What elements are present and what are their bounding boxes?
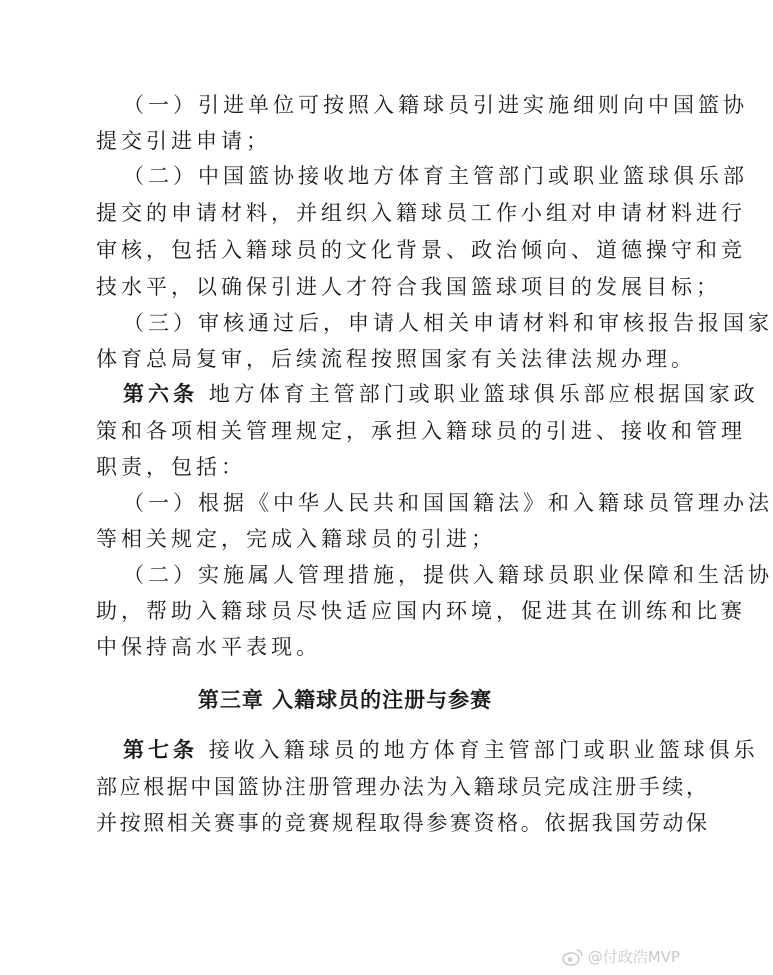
text-line: （三）审核通过后，申请人相关申请材料和审核报告报国家: [123, 311, 773, 335]
article-7-first-line: [123, 737, 759, 763]
chapter-title: 第三章 入籍球员的注册与参赛: [197, 688, 493, 712]
article-7-text: 接收入籍球员的地方体育主管部门或职业篮球俱乐: [208, 738, 759, 762]
text-line: 等相关规定，完成入籍球员的引进；: [96, 527, 496, 551]
text-line: 提交引进申请；: [96, 129, 271, 153]
text-line: 助，帮助入籍球员尽快适应国内环境，促进其在训练和比赛: [96, 599, 746, 623]
text-line: （二）实施属人管理措施，提供入籍球员职业保障和生活协: [123, 563, 773, 587]
article-6-text: 地方体育主管部门或职业篮球俱乐部应根据国家政: [208, 382, 759, 406]
text-line: 审核，包括入籍球员的文化背景、政治倾向、道德操守和竞: [96, 238, 746, 262]
article-6-label: 第六条: [123, 382, 198, 406]
article-6-first-line: [123, 381, 759, 407]
text-line: 中保持高水平表现。: [96, 635, 321, 659]
text-line: 并按照相关赛事的竞赛规程取得参赛资格。依据我国劳动保: [96, 811, 710, 835]
weibo-logo-icon: [562, 948, 584, 966]
article-7-label: 第七条: [123, 738, 198, 762]
text-line: 提交的申请材料，并组织入籍球员工作小组对申请材料进行: [96, 201, 746, 225]
watermark-text: @付政浩MVP: [587, 948, 680, 966]
text-line: 职责，包括：: [96, 455, 246, 479]
text-line: 技水平，以确保引进人才符合我国篮球项目的发展目标；: [96, 275, 721, 299]
text-line: 体育总局复审，后续流程按照国家有关法律法规办理。: [96, 347, 696, 371]
text-line: （二）中国篮协接收地方体育主管部门或职业篮球俱乐部: [123, 164, 748, 188]
text-line: 部应根据中国篮协注册管理办法为入籍球员完成注册手续，: [96, 775, 710, 799]
watermark: [562, 946, 680, 967]
text-line: （一）引进单位可按照入籍球员引进实施细则向中国篮协: [123, 93, 748, 117]
text-line: 策和各项相关管理规定，承担入籍球员的引进、接收和管理: [96, 419, 746, 443]
text-line: （一）根据《中华人民共和国国籍法》和入籍球员管理办法: [123, 491, 773, 515]
